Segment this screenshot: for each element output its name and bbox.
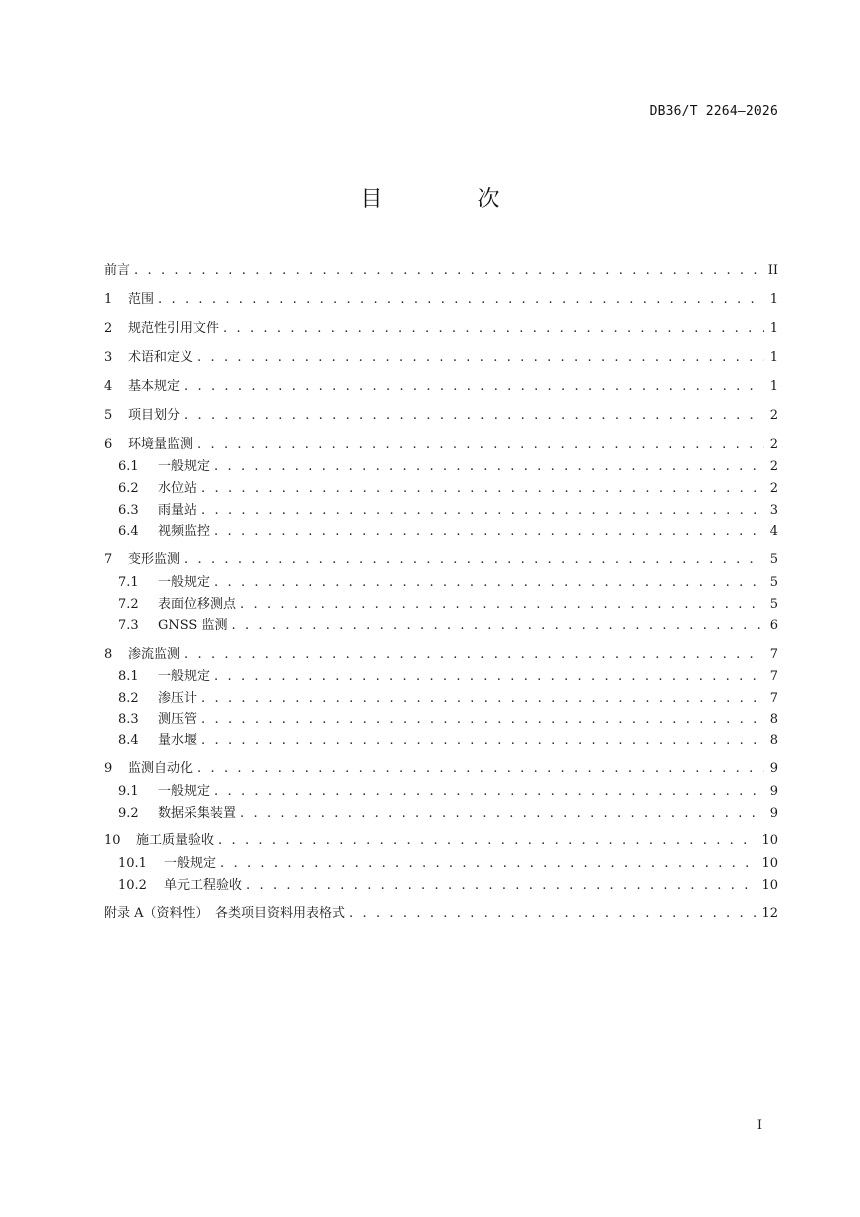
toc-entry-page: 10 [761,878,778,893]
toc-leader-dots [197,435,764,455]
toc-entry-section-1[interactable] [104,290,778,310]
toc-entry-number: 8.4 [118,733,139,748]
toc-entry-title: 基本规定 [128,379,181,394]
toc-leader-dots [220,854,757,874]
toc-entry-number: 4 [104,379,113,394]
toc-entry-section-10[interactable] [104,831,778,851]
toc-entry-section-9-2[interactable] [104,804,778,824]
toc-entry-section-2[interactable] [104,319,778,339]
toc-entry-page: 2 [769,437,778,452]
toc-entry-title: 监测自动化 [128,761,194,776]
toc-entry-number: 8 [104,647,113,662]
toc-entry-section-8-1[interactable] [104,667,778,687]
toc-entry-section-7-2[interactable] [104,595,778,615]
toc-entry-page: 2 [769,481,778,496]
toc-entry-title: 范围 [128,292,155,307]
toc-entry-page: 4 [769,524,778,539]
toc-entry-section-7-3[interactable] [104,616,778,636]
toc-entry-title: 项目划分 [128,408,181,423]
toc-leader-dots [201,689,764,709]
toc-entry-page: II [767,263,778,278]
toc-leader-dots [231,616,764,636]
toc-entry-page: 5 [769,597,778,612]
toc-entry-section-6[interactable] [104,435,778,455]
toc-entry-appendix-a[interactable] [104,904,778,924]
toc-entry-foreword[interactable] [104,261,778,281]
toc-entry-number: 6.3 [118,503,139,518]
toc-entry-page: 1 [769,379,778,394]
toc-leader-dots [349,904,757,924]
toc-leader-dots [214,667,764,687]
toc-entry-section-10-2[interactable] [104,876,778,896]
toc-entry-page: 8 [769,733,778,748]
toc-entry-section-9[interactable] [104,759,778,779]
toc-leader-dots [201,731,764,751]
toc-entry-number: 7.3 [118,618,139,633]
toc-entry-page: 1 [769,321,778,336]
toc-entry-section-7-1[interactable] [104,573,778,593]
toc-entry-page: 10 [761,856,778,871]
toc-entry-title: 一般规定 [158,575,211,590]
toc-entry-number: 6.1 [118,459,139,474]
toc-leader-dots [240,595,764,615]
toc-entry-number: 7 [104,552,113,567]
toc-leader-dots [201,479,764,499]
toc-entry-number: 6.2 [118,481,139,496]
toc-entry-number: 8.3 [118,712,139,727]
toc-entry-number: 6.4 [118,524,139,539]
toc-entry-title: 一般规定 [158,459,211,474]
toc-entry-number: 7.1 [118,575,139,590]
toc-entry-section-6-4[interactable] [104,522,778,542]
toc-entry-title: 单元工程验收 [164,878,243,893]
toc-leader-dots [201,501,764,521]
toc-leader-dots [223,319,764,339]
toc-leader-dots [158,290,764,310]
toc-entry-title: 水位站 [158,481,198,496]
toc-entry-section-4[interactable] [104,377,778,397]
toc-leader-dots [197,759,764,779]
toc-entry-title: 表面位移测点 [158,597,237,612]
toc-entry-number: 8.1 [118,669,139,684]
toc-leader-dots [184,377,764,397]
toc-entry-section-6-3[interactable] [104,501,778,521]
toc-entry-page: 1 [769,292,778,307]
toc-entry-page: 12 [761,906,778,921]
toc-entry-section-8[interactable] [104,645,778,665]
toc-entry-section-6-2[interactable] [104,479,778,499]
toc-entry-title: 测压管 [158,712,198,727]
toc-leader-dots [201,710,764,730]
toc-entry-page: 7 [769,647,778,662]
page-number: I [756,1118,762,1133]
toc-entry-section-8-4[interactable] [104,731,778,751]
toc-entry-page: 7 [769,669,778,684]
toc-entry-page: 6 [769,618,778,633]
toc-leader-dots [134,261,764,281]
toc-entry-page: 2 [769,459,778,474]
toc-entry-number: 2 [104,321,113,336]
toc-entry-title: 雨量站 [158,503,198,518]
toc-entry-page: 8 [769,712,778,727]
toc-entry-title: 一般规定 [158,669,211,684]
toc-entry-title: 渗压计 [158,691,198,706]
toc-entry-title: 环境量监测 [128,437,194,452]
toc-entry-section-6-1[interactable] [104,457,778,477]
toc-entry-page: 9 [769,761,778,776]
document-code: DB36/T 2264—2026 [649,104,778,119]
toc-entry-number: 8.2 [118,691,139,706]
toc-entry-number: 1 [104,292,113,307]
toc-leader-dots [214,522,764,542]
toc-entry-title: 一般规定 [158,784,211,799]
toc-leader-dots [214,782,764,802]
toc-entry-page: 5 [769,552,778,567]
toc-entry-number: 5 [104,408,113,423]
toc-entry-page: 5 [769,575,778,590]
toc-entry-number: 6 [104,437,113,452]
toc-leader-dots [197,348,764,368]
toc-entry-title: 施工质量验收 [136,833,215,848]
toc-leader-dots [218,831,757,851]
toc-leader-dots [184,645,764,665]
toc-entry-title: 前言 [104,263,131,278]
toc-entry-section-7[interactable] [104,550,778,570]
toc-entry-title: 变形监测 [128,552,181,567]
toc-entry-section-8-3[interactable] [104,710,778,730]
toc-entry-title: 数据采集装置 [158,806,237,821]
toc-entry-page: 9 [769,784,778,799]
toc-entry-number: 3 [104,350,113,365]
toc-entry-number: 9.2 [118,806,139,821]
toc-leader-dots [214,457,764,477]
toc-entry-section-10-1[interactable] [104,854,778,874]
toc-entry-title: 一般规定 [164,856,217,871]
toc-entry-section-3[interactable] [104,348,778,368]
toc-entry-number: 9 [104,761,113,776]
toc-entry-title: 渗流监测 [128,647,181,662]
toc-entry-page: 7 [769,691,778,706]
toc-leader-dots [184,550,764,570]
page-title: 目 次 [360,187,544,212]
toc-leader-dots [246,876,757,896]
toc-leader-dots [214,573,764,593]
table-of-contents [104,0,778,1217]
toc-entry-page: 3 [769,503,778,518]
toc-entry-number: 10 [104,833,121,848]
toc-entry-title: 视频监控 [158,524,211,539]
toc-entry-page: 2 [769,408,778,423]
toc-entry-page: 10 [761,833,778,848]
toc-entry-page: 1 [769,350,778,365]
toc-entry-section-8-2[interactable] [104,689,778,709]
toc-entry-title: 术语和定义 [128,350,194,365]
toc-entry-title: 规范性引用文件 [128,321,220,336]
toc-entry-page: 9 [769,806,778,821]
toc-entry-number: 7.2 [118,597,139,612]
toc-entry-section-9-1[interactable] [104,782,778,802]
toc-entry-section-5[interactable] [104,406,778,426]
toc-entry-title: 量水堰 [158,733,198,748]
toc-entry-title: GNSS 监测 [158,618,228,633]
toc-entry-number: 10.2 [118,878,147,893]
toc-leader-dots [240,804,764,824]
toc-entry-number: 9.1 [118,784,139,799]
toc-leader-dots [184,406,764,426]
toc-entry-number: 10.1 [118,856,147,871]
toc-entry-title: 附录 A（资料性） 各类项目资料用表格式 [104,906,346,921]
